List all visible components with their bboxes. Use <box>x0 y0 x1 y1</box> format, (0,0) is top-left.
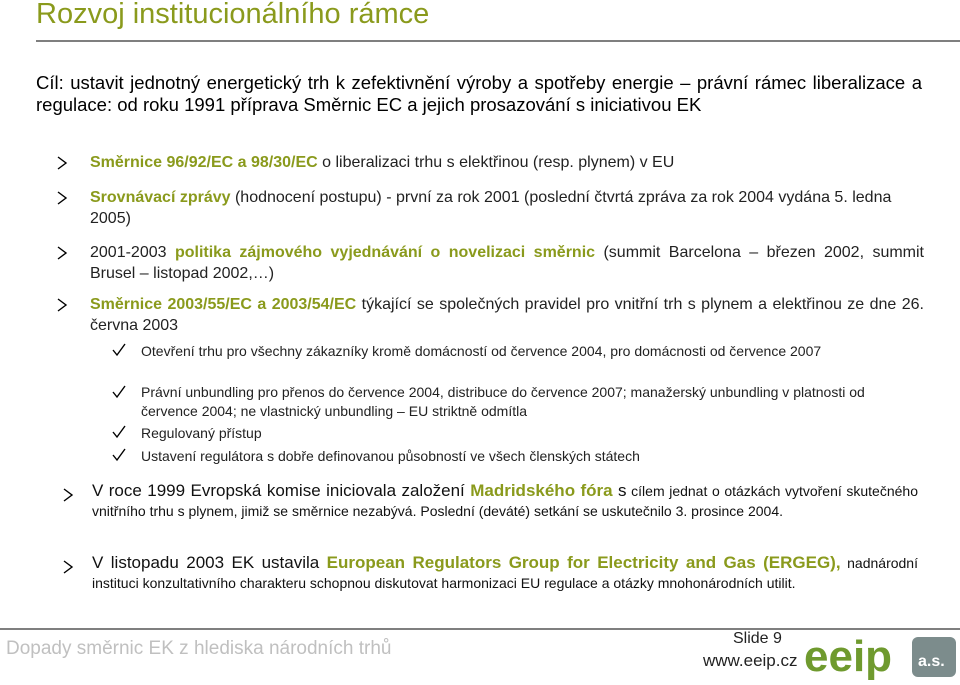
checkmark-icon <box>112 448 126 462</box>
bullet-3 <box>90 242 924 284</box>
footer-url: www.eeip.cz <box>703 651 798 670</box>
footer-title: Dopady směrnic EK z hlediska národních trhů <box>6 638 392 659</box>
bullet-4-highlight: Směrnice 2003/55/EC a 2003/54/EC <box>90 296 357 313</box>
subbullet-1: Otevření trhu pro všechny zákazníky kromě domácností od července 2004, pro domácnosti od července 2007 <box>141 343 822 359</box>
arrow-bullet-icon <box>56 246 68 260</box>
madrid-forum-prefix: V roce 1999 Evropská komise iniciovala založení <box>92 481 471 500</box>
arrow-bullet-icon <box>56 156 68 170</box>
bullet-2 <box>90 187 924 229</box>
ergeg-prefix: V listopadu 2003 EK ustavila <box>92 553 327 572</box>
eeip-logo <box>800 631 960 680</box>
bullet-3-prefix: 2001-2003 <box>90 244 175 261</box>
arrow-bullet-icon <box>56 298 68 312</box>
madrid-forum-text: cílem jednat o otázkách vytvoření skutečného vnitřního trhu s plynem, jimiž se směrnice nezabývá. Poslední (deváté) setkání se uskutečnilo 3. prosince 2004. <box>92 483 918 519</box>
bullet-4-text: týkající se společných pravidel pro vnitřní trh s plynem a elektřinou ze dne 26. června 2003 <box>90 296 924 334</box>
subbullet-3: Regulovaný přístup <box>141 425 262 441</box>
arrow-bullet-icon <box>56 191 68 205</box>
subbullet-2: Právní unbundling pro přenos do července 2004, distribuce do července 2007; manažerský unbundling v platnosti od července 2004; ne vlastnický unbundling – EU striktně odmítla <box>141 384 865 419</box>
footer-divider <box>0 628 960 630</box>
bullet-2-text: (hodnocení postupu) - první za rok 2001 (poslední čtvrtá zpráva za rok 2004 vydána 5. ledna 2005) <box>90 189 892 227</box>
checkmark-icon <box>112 425 126 439</box>
ergeg-highlight: European Regulators Group for Electricity and Gas (ERGEG), <box>326 553 841 572</box>
bullet-3-highlight: politika zájmového vyjednávání o novelizaci směrnic <box>174 244 596 261</box>
bullet-2-highlight: Srovnávací zprávy <box>90 189 231 206</box>
bullet-1-highlight: Směrnice 96/92/EC a 98/30/EC <box>90 154 318 171</box>
arrow-bullet-icon <box>62 560 74 574</box>
logo-suffix: a.s. <box>918 653 945 670</box>
bullet-3-text: (summit Barcelona – březen 2002, summit Brusel – listopad 2002,…) <box>90 244 925 282</box>
title-divider <box>36 40 960 42</box>
slide-number: Slide 9 <box>733 630 782 647</box>
madrid-forum-mid: s <box>612 481 627 500</box>
bullet-1 <box>90 152 924 173</box>
arrow-bullet-icon <box>62 488 74 502</box>
ergeg-paragraph <box>92 553 918 593</box>
ergeg-text: nadnárodní instituci konzultativního charakteru schopnou diskutovat harmonizaci EU regulace a otázky mnohonárodních utilit. <box>92 555 918 591</box>
madrid-forum-highlight: Madridského fóra <box>470 481 613 500</box>
bullet-4 <box>90 294 924 336</box>
intro-paragraph: Cíl: ustavit jednotný energetický trh k zefektivnění výroby a spotřeby energie – právní rámec liberalizace a regulace: od roku 1991 příprava Směrnic EC a jejich prosazování s iniciativou EK <box>36 72 922 115</box>
bullet-1-text: o liberalizaci trhu s elektřinou (resp. plynem) v EU <box>317 154 675 171</box>
checkmark-icon <box>112 385 126 399</box>
logo-wordmark: eeip <box>804 632 893 680</box>
slide-title: Rozvoj institucionálního rámce <box>36 0 430 30</box>
madrid-forum-paragraph <box>92 481 918 521</box>
subbullet-4: Ustavení regulátora s dobře definovanou působností ve všech členských státech <box>141 448 640 464</box>
checkmark-icon <box>112 343 126 357</box>
